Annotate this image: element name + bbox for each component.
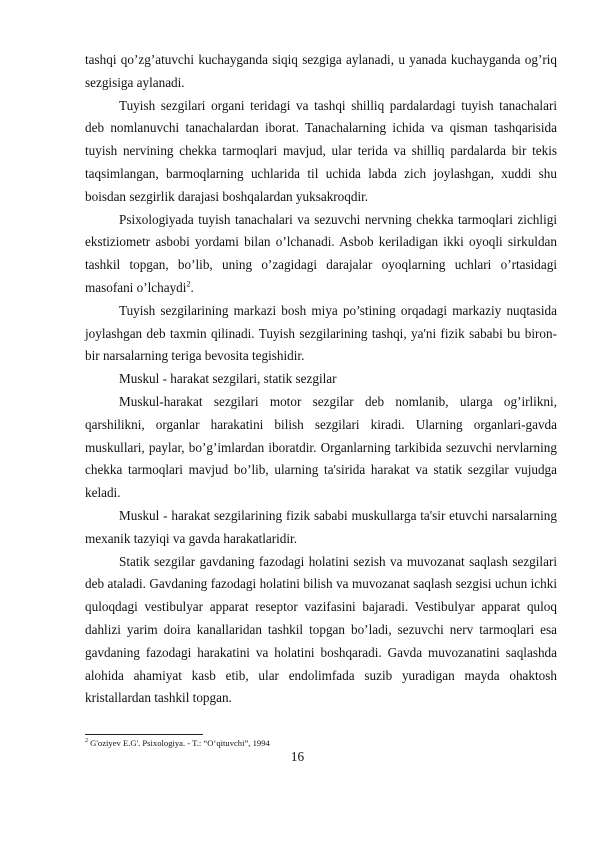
footnote-text: G'oziyev E.G'. Psixologiya. - T.: “O‘qituvchi”, 1994 xyxy=(88,738,270,748)
paragraph-text-end: . xyxy=(190,279,194,295)
paragraph-motor-sensations xyxy=(85,391,557,505)
paragraph-text: tashqi qo’zg’atuvchi kuchayganda siqiq sezgiga aylanadi, u yanada kuchayganda og’riq sezgisiga aylanadi. xyxy=(85,52,557,90)
paragraph-motor-cause xyxy=(85,505,557,551)
footnote-number: 2 xyxy=(85,738,88,745)
section-heading xyxy=(85,368,557,391)
paragraph-text: Muskul - harakat sezgilarining fizik sababi muskullarga ta'sir etuvchi narsalarning mexanik tazyiqi va gavda harakatlaridir. xyxy=(85,507,557,546)
paragraph-text: Tuyish sezgilari organi teridagi va tashqi shilliq pardalardagi tuyish tanachalari deb nomlanuvchi tanachalardan iborat. Tanachalarning ichida va qisman tashqarisida tuyish nervining chekka tarmoqlari mavjud, ular terida va shilliq pardalarda bir tekis taqsimlangan, barmoqlarning uchlarida til uchida labda zich joylashgan, xuddi shu boisdan sezgirlik darajasi boshqalardan yuksakroqdir. xyxy=(85,97,557,204)
page-body xyxy=(85,49,557,710)
paragraph-tactile-center xyxy=(85,300,557,368)
paragraph-text: Psixologiyada tuyish tanachalari va sezuvchi nervning chekka tarmoqlari zichligi ekstiziometr asbobi yordami bilan o’lchanadi. Asbob keriladigan ikki oyoqli sirkuldan tashkil topgan, bo’lib, uning o’zagidagi darajalar oyoqlarning uchlari o’rtasidagi masofani o’lchaydi xyxy=(85,211,557,295)
heading-text: Muskul - harakat sezgilari, statik sezgilar xyxy=(119,371,337,387)
page-number: 16 xyxy=(290,749,305,764)
paragraph-text: Muskul-harakat sezgilari motor sezgilar deb nomlanib, ularga og’irlikni, qarshilikni, organlar harakatini bilish sezgilari kiradi. Ularning organlari-gavda muskullari, paylar, bo’g’imlardan iboratdir. Organlarning tarkibida sezuvchi nervlarning chekka tarmoqlari mavjud bo’lib, ularning ta'sirida harakat va statik sezgilar vujudga keladi. xyxy=(85,393,557,501)
paragraph-continuation xyxy=(85,49,557,95)
paragraph-static-sensations xyxy=(85,551,557,711)
paragraph-text: Statik sezgilar gavdaning fazodagi holatini sezish va muvozanat saqlash sezgilari deb ataladi. Gavdaning fazodagi holatini bilish va muvozanat saqlash sezgisi uchun ichki quloqdagi vestibulyar apparat reseptor vazifasini bajaradi. Vestibulyar apparat quloq dahlizi yarim doira kanallaridan tashkil topgan bo’ladi, sezuvchi nerv tarmoqlari esa gavdaning fazodagi harakatini va holatini boshqaradi. Gavda muvozanatini saqlashda alohida ahamiyat kasb etib, ular endolimfada suzib yuradigan mayda ohaktosh kristallardan tashkil topgan. xyxy=(85,553,557,706)
paragraph-text: Tuyish sezgilarining markazi bosh miya po’stining orqadagi markaziy nuqtasida joylashgan deb taxmin qilinadi. Tuyish sezgilarining tashqi, ya'ni fizik sababi bu biron- bir narsalarning teriga bevosita tegishidir. xyxy=(85,302,557,364)
footnote-divider xyxy=(85,734,203,735)
paragraph-tactile-organ xyxy=(85,95,557,209)
footnote xyxy=(85,738,270,749)
footnote-reference[interactable]: 2 xyxy=(186,279,191,289)
paragraph-esthesiometer xyxy=(85,209,557,300)
